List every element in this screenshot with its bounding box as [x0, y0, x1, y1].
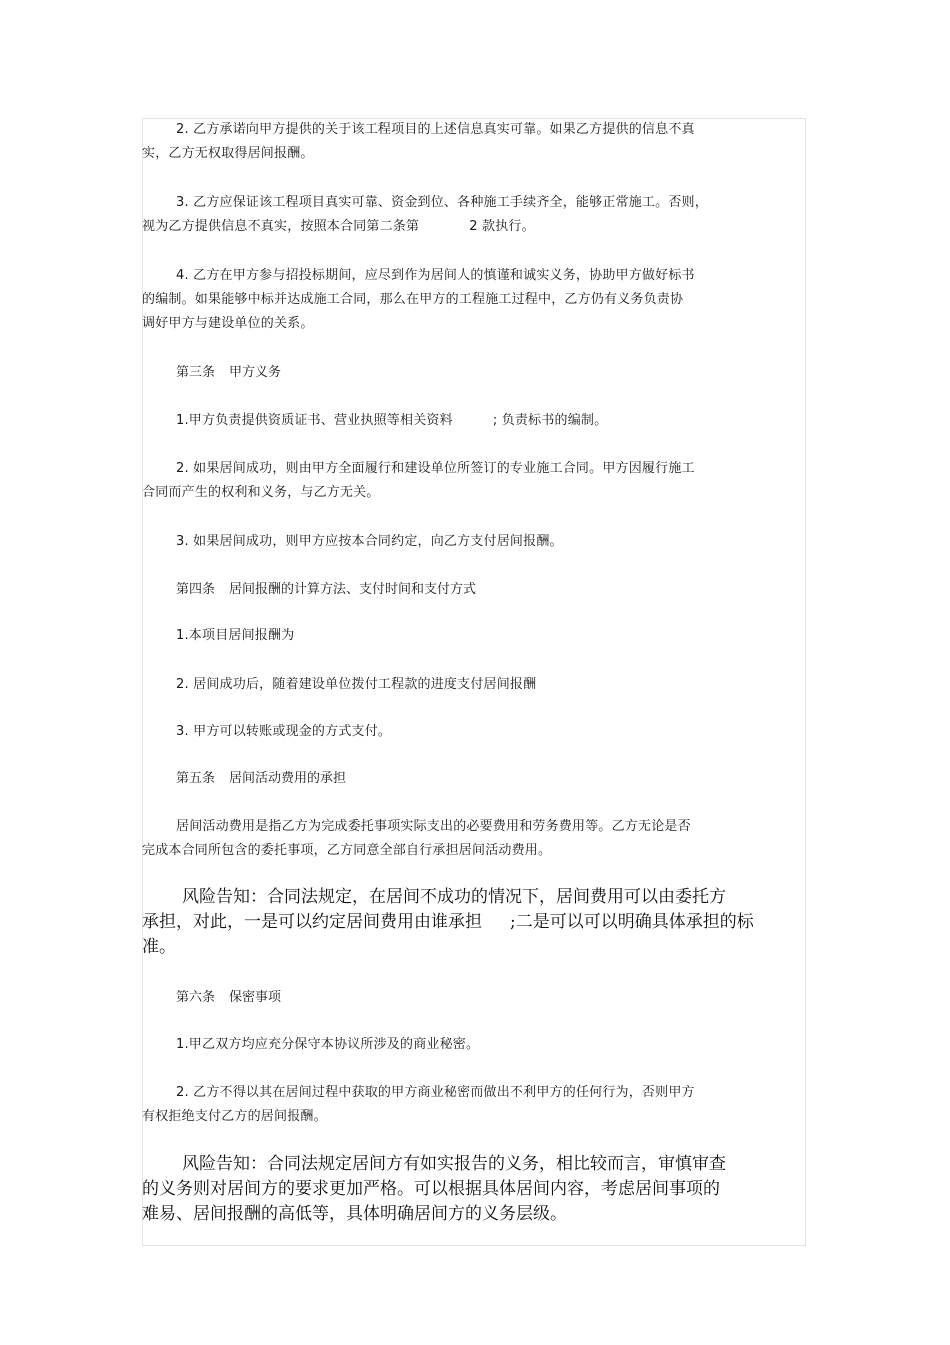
risk-notice-2-line-1: 风险告知：合同法规定居间方有如实报告的义务，相比较而言，审慎审查	[182, 1154, 726, 1174]
clause-3-1-line	[142, 409, 742, 433]
article-6-heading	[176, 988, 281, 1008]
clause-4-2-line: 2. 居间成功后，随着建设单位拨付工程款的进度支付居间报酬	[176, 677, 537, 692]
article-5-title: 居间活动费用的承担	[229, 771, 347, 786]
risk-notice-1-line-1: 风险告知：合同法规定，在居间不成功的情况下，居间费用可以由委托方	[182, 887, 726, 907]
risk-notice-2-line-3: 难易、居间报酬的高低等，具体明确居间方的义务层级。	[142, 1204, 567, 1224]
risk-notice-1-line-2b: ;二是可以可以明确具体承担的标	[510, 912, 754, 932]
clause-2-2-line-1: 2. 乙方承诺向甲方提供的关于该工程项目的上述信息真实可靠。如果乙方提供的信息不真	[176, 122, 695, 137]
clause-2-3-line-2a: 视为乙方提供信息不真实，按照本合同第二条第	[142, 219, 420, 234]
clause-6-1-line: 1.甲乙双方均应充分保守本协议所涉及的商业秘密。	[176, 1037, 480, 1052]
article-5-body	[142, 815, 742, 863]
clause-2-3-line-1: 3. 乙方应保证该工程项目真实可靠、资金到位、各种施工手续齐全，能够正常施工。否则，	[176, 195, 708, 210]
risk-notice-1	[142, 885, 802, 960]
article-6-title: 保密事项	[229, 990, 282, 1005]
article-5-body-line-2: 完成本合同所包含的委托事项，乙方同意全部自行承担居间活动费用。	[142, 843, 552, 858]
risk-notice-1-line-3: 准。	[142, 937, 176, 957]
article-5-heading	[176, 769, 346, 789]
clause-6-2-line-1: 2. 乙方不得以其在居间过程中获取的甲方商业秘密而做出不利甲方的任何行为，否则甲方	[176, 1085, 695, 1100]
clause-4-1-line: 1.本项目居间报酬为	[176, 628, 295, 643]
clause-2-3-line-2b: 2 款执行。	[469, 219, 535, 234]
clause-3-1a: 1.甲方负责提供资质证书、营业执照等相关资料	[176, 413, 453, 428]
risk-notice-2	[142, 1152, 802, 1227]
clause-4-2	[142, 673, 742, 697]
clause-2-3-line-2	[142, 215, 742, 239]
clause-2-2-line-2: 实，乙方无权取得居间报酬。	[142, 146, 314, 161]
article-4-title: 居间报酬的计算方法、支付时间和支付方式	[229, 582, 477, 597]
clause-2-3	[142, 191, 742, 239]
clause-4-3	[142, 720, 742, 744]
article-5-number: 第五条	[176, 771, 216, 786]
risk-notice-2-line-2: 的义务则对居间方的要求更加严格。可以根据具体居间内容，考虑居间事项的	[142, 1179, 720, 1199]
clause-3-3	[142, 530, 742, 554]
clause-2-4-line-2: 的编制。如果能够中标并达成施工合同，那么在甲方的工程施工过程中，乙方仍有义务负责协	[142, 292, 684, 307]
clause-3-1b: ; 负责标书的编制。	[492, 413, 608, 428]
risk-notice-1-line-2	[142, 910, 802, 935]
clause-3-3-line: 3. 如果居间成功，则甲方应按本合同约定，向乙方支付居间报酬。	[176, 534, 563, 549]
clause-4-3-line: 3. 甲方可以转账或现金的方式支付。	[176, 724, 392, 739]
clause-6-1	[142, 1033, 742, 1057]
article-3-heading	[176, 363, 281, 383]
article-5-body-line-1: 居间活动费用是指乙方为完成委托事项实际支出的必要费用和劳务费用等。乙方无论是否	[176, 819, 691, 834]
article-4-number: 第四条	[176, 582, 216, 597]
clause-6-2	[142, 1081, 742, 1129]
clause-3-1	[142, 409, 742, 433]
article-3-number: 第三条	[176, 365, 216, 380]
clause-2-4-line-3: 调好甲方与建设单位的关系。	[142, 316, 314, 331]
clause-3-2	[142, 457, 742, 505]
clause-4-1	[142, 624, 742, 648]
clause-3-2-line-1: 2. 如果居间成功，则由甲方全面履行和建设单位所签订的专业施工合同。甲方因履行施工	[176, 461, 695, 476]
clause-2-4-line-1: 4. 乙方在甲方参与招投标期间，应尽到作为居间人的慎谨和诚实义务，协助甲方做好标书	[176, 268, 695, 283]
risk-notice-1-line-2a: 承担，对此，一是可以约定居间费用由谁承担	[142, 912, 482, 932]
clause-2-2	[142, 118, 742, 166]
article-4-heading	[176, 580, 476, 600]
article-6-number: 第六条	[176, 990, 216, 1005]
clause-2-4	[142, 264, 742, 336]
article-3-title: 甲方义务	[229, 365, 282, 380]
clause-3-2-line-2: 合同而产生的权利和义务，与乙方无关。	[142, 485, 380, 500]
clause-6-2-line-2: 有权拒绝支付乙方的居间报酬。	[142, 1109, 327, 1124]
